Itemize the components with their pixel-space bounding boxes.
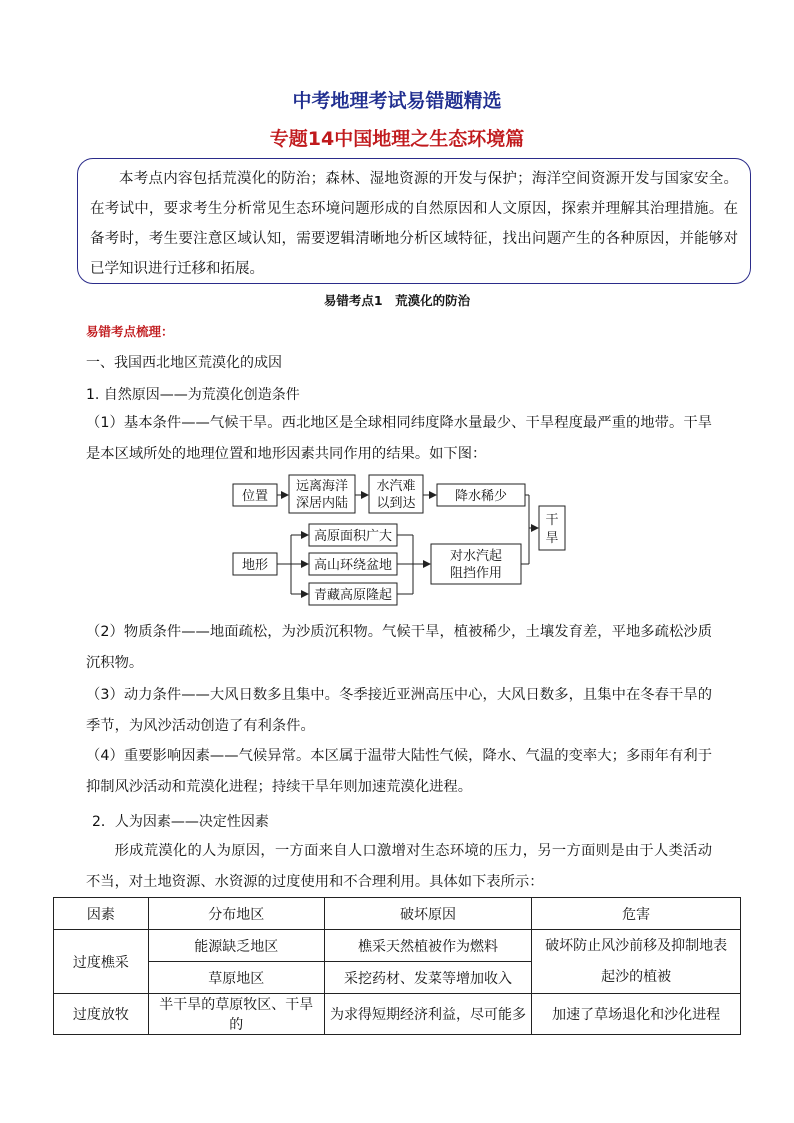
table-cell-line: 起沙的植被 — [601, 968, 672, 985]
table-cell: 采挖药材、发菜等增加收入 — [324, 962, 532, 994]
paragraph-human-causes: 形成荒漠化的人为原因，一方面来自人口激增对生态环境的压力，另一方面则是由于人类活动不当，对土地资源、水资源的过度使用和不合理利用。具体如下表所示： — [86, 843, 712, 890]
paragraph-dynamic-condition: （3）动力条件——大风日数多且集中。冬季接近亚洲高压中心，大风日数多，且集中在冬春干旱的季节，为风沙活动创造了有利条件。 — [86, 687, 712, 734]
diagram-terrain: 地形 — [241, 558, 269, 573]
table-row — [54, 930, 741, 962]
table-cell: 过度樵采 — [54, 930, 149, 994]
table-cell: 草原地区 — [148, 962, 324, 994]
topic-title: 专题14中国地理之生态环境篇 — [269, 128, 525, 150]
table-cell: 过度放牧 — [54, 994, 149, 1035]
diagram-vapor-2: 以到达 — [376, 496, 416, 511]
page-title: 中考地理考试易错题精选 — [292, 90, 502, 112]
diagram-block-2: 阻挡作用 — [449, 566, 503, 581]
table-header: 分布地区 — [148, 898, 324, 930]
table-header: 危害 — [532, 898, 741, 930]
human-factors-table — [53, 897, 741, 1035]
sub-heading: 易错考点梳理： — [86, 324, 174, 339]
diagram-far-sea-1: 远离海洋 — [295, 479, 349, 494]
diagram-position: 位置 — [241, 489, 269, 504]
diagram-vapor-1: 水汽难 — [376, 479, 416, 494]
section-title: 易错考点1 荒漠化的防治 — [323, 293, 471, 308]
diagram-less-rain: 降水稀少 — [454, 489, 508, 504]
table-row — [54, 994, 741, 1035]
table-cell: 加速了草场退化和沙化进程 — [532, 994, 741, 1035]
heading-causes: 一、我国西北地区荒漠化的成因 — [86, 355, 282, 371]
diagram-far-sea-2: 深居内陆 — [295, 496, 349, 511]
diagram-dry-1: 干 — [545, 513, 559, 528]
heading-human-factors: 2．人为因素——决定性因素 — [92, 814, 269, 830]
diagram-qinghai-tibet: 青藏高原隆起 — [313, 588, 393, 603]
diagram-dry-2: 旱 — [545, 531, 559, 546]
intro-box — [77, 158, 751, 284]
cause-diagram — [225, 472, 575, 612]
paragraph-basic-condition: （1）基本条件——气候干旱。西北地区是全球相同纬度降水量最少、干旱程度最严重的地带。干旱是本区域所处的地理位置和地形因素共同作用的结果。如下图： — [86, 415, 712, 462]
table-header: 破坏原因 — [324, 898, 532, 930]
paragraph-material-condition: （2）物质条件——地面疏松，为沙质沉积物。气候干旱，植被稀少，土壤发育差，平地多疏松沙质沉积物。 — [86, 624, 712, 671]
heading-natural: 1. 自然原因——为荒漠化创造条件 — [86, 387, 300, 403]
table-header: 因素 — [54, 898, 149, 930]
diagram-block-1: 对水汽起 — [449, 549, 503, 564]
intro-text: 本考点内容包括荒漠化的防治；森林、湿地资源的开发与保护；海洋空间资源开发与国家安全。在考试中，要求考生分析常见生态环境问题形成的自然原因和人文原因，探索并理解其治理措施。在备考时，考生要注意区域认知，需要逻辑清晰地分析区域特征，找出问题产生的各种原因，并能够对已学知识进行迁移和拓展。 — [90, 171, 738, 277]
table-cell: 能源缺乏地区 — [148, 930, 324, 962]
table-cell: 樵采天然植被作为燃料 — [324, 930, 532, 962]
table-cell — [532, 930, 741, 994]
paragraph-climate-anomaly: （4）重要影响因素——气候异常。本区属于温带大陆性气候，降水、气温的变率大；多雨年有利于抑制风沙活动和荒漠化进程；持续干旱年则加速荒漠化进程。 — [86, 748, 712, 795]
diagram-mountains: 高山环绕盆地 — [313, 558, 393, 573]
table-cell: 为求得短期经济利益，尽可能多 — [324, 994, 532, 1035]
diagram-plateau: 高原面积广大 — [313, 529, 393, 544]
table-cell: 半干旱的草原牧区、干旱的 — [148, 994, 324, 1035]
table-cell-line: 破坏防止风沙前移及抑制地表 — [545, 937, 728, 954]
table-header-row — [54, 898, 741, 930]
